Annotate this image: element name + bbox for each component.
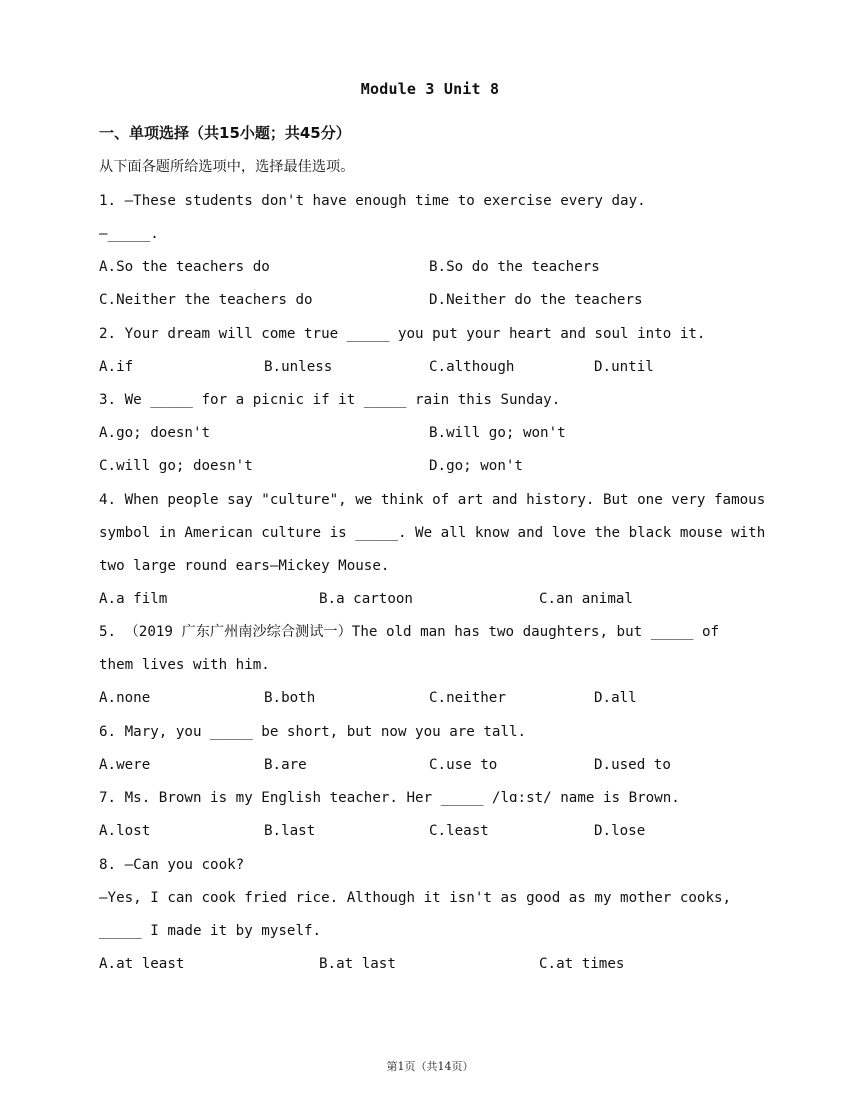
question-2-option-c: C.although xyxy=(429,359,515,375)
question-1-option-d: D.Neither do the teachers xyxy=(429,292,643,308)
question-1-option-c: C.Neither the teachers do xyxy=(99,292,313,308)
question-4-line-1: 4. When people say "culture", we think of art and history. But one very famous xyxy=(99,492,766,508)
question-7-option-a: A.lost xyxy=(99,823,151,839)
question-5-option-b: B.both xyxy=(264,690,316,706)
question-3-option-b: B.will go; won't xyxy=(429,425,566,441)
question-7-option-c: C.least xyxy=(429,823,489,839)
question-8-line-2: —Yes, I can cook fried rice. Although it isn't as good as my mother cooks, xyxy=(99,890,732,906)
question-8-option-b: B.at last xyxy=(319,956,396,972)
question-5-line-2: them lives with him. xyxy=(99,657,270,673)
document-title: Module 3 Unit 8 xyxy=(360,80,500,98)
question-7-option-d: D.lose xyxy=(594,823,646,839)
question-5-option-c: C.neither xyxy=(429,690,506,706)
question-4-line-3: two large round ears—Mickey Mouse. xyxy=(99,558,390,574)
question-4-line-2: symbol in American culture is _____. We all know and love the black mouse with xyxy=(99,525,766,541)
question-6-option-d: D.used to xyxy=(594,757,671,773)
question-1-option-b: B.So do the teachers xyxy=(429,259,600,275)
question-1-line-1: 1. —These students don't have enough time to exercise every day. xyxy=(99,193,646,209)
question-7-line-1: 7. Ms. Brown is my English teacher. Her _____ /lɑ:st/ name is Brown. xyxy=(99,790,680,806)
question-2-option-a: A.if xyxy=(99,359,134,375)
question-5-option-a: A.none xyxy=(99,690,151,706)
question-2-option-b: B.unless xyxy=(264,359,333,375)
question-4-option-a: A.a film xyxy=(99,591,168,607)
question-4-option-c: C.an animal xyxy=(539,591,633,607)
question-6-option-c: C.use to xyxy=(429,757,498,773)
question-8-line-3: _____ I made it by myself. xyxy=(99,923,322,939)
question-3-option-d: D.go; won't xyxy=(429,458,523,474)
question-8-line-1: 8. —Can you cook? xyxy=(99,857,245,873)
question-2-option-d: D.until xyxy=(594,359,654,375)
question-6-line-1: 6. Mary, you _____ be short, but now you are tall. xyxy=(99,724,527,740)
question-1-option-a: A.So the teachers do xyxy=(99,259,270,275)
page-footer: 第1页（共14页） xyxy=(386,1060,474,1073)
question-5-line-1: 5. （2019 广东广州南沙综合测试一）The old man has two daughters, but _____ of xyxy=(99,624,720,640)
section-heading: 一、单项选择（共15小题；共45分） xyxy=(99,124,351,142)
question-2-line-1: 2. Your dream will come true _____ you put your heart and soul into it. xyxy=(99,326,706,342)
section-instruction: 从下面各题所给选项中，选择最佳选项。 xyxy=(99,159,355,175)
question-1-line-2: —_____. xyxy=(99,226,159,242)
question-4-option-b: B.a cartoon xyxy=(319,591,413,607)
question-5-option-d: D.all xyxy=(594,690,637,706)
question-8-option-a: A.at least xyxy=(99,956,185,972)
question-3-option-c: C.will go; doesn't xyxy=(99,458,253,474)
question-3-line-1: 3. We _____ for a picnic if it _____ rain this Sunday. xyxy=(99,392,561,408)
question-6-option-b: B.are xyxy=(264,757,307,773)
question-7-option-b: B.last xyxy=(264,823,316,839)
question-6-option-a: A.were xyxy=(99,757,151,773)
question-3-option-a: A.go; doesn't xyxy=(99,425,211,441)
question-8-option-c: C.at times xyxy=(539,956,625,972)
